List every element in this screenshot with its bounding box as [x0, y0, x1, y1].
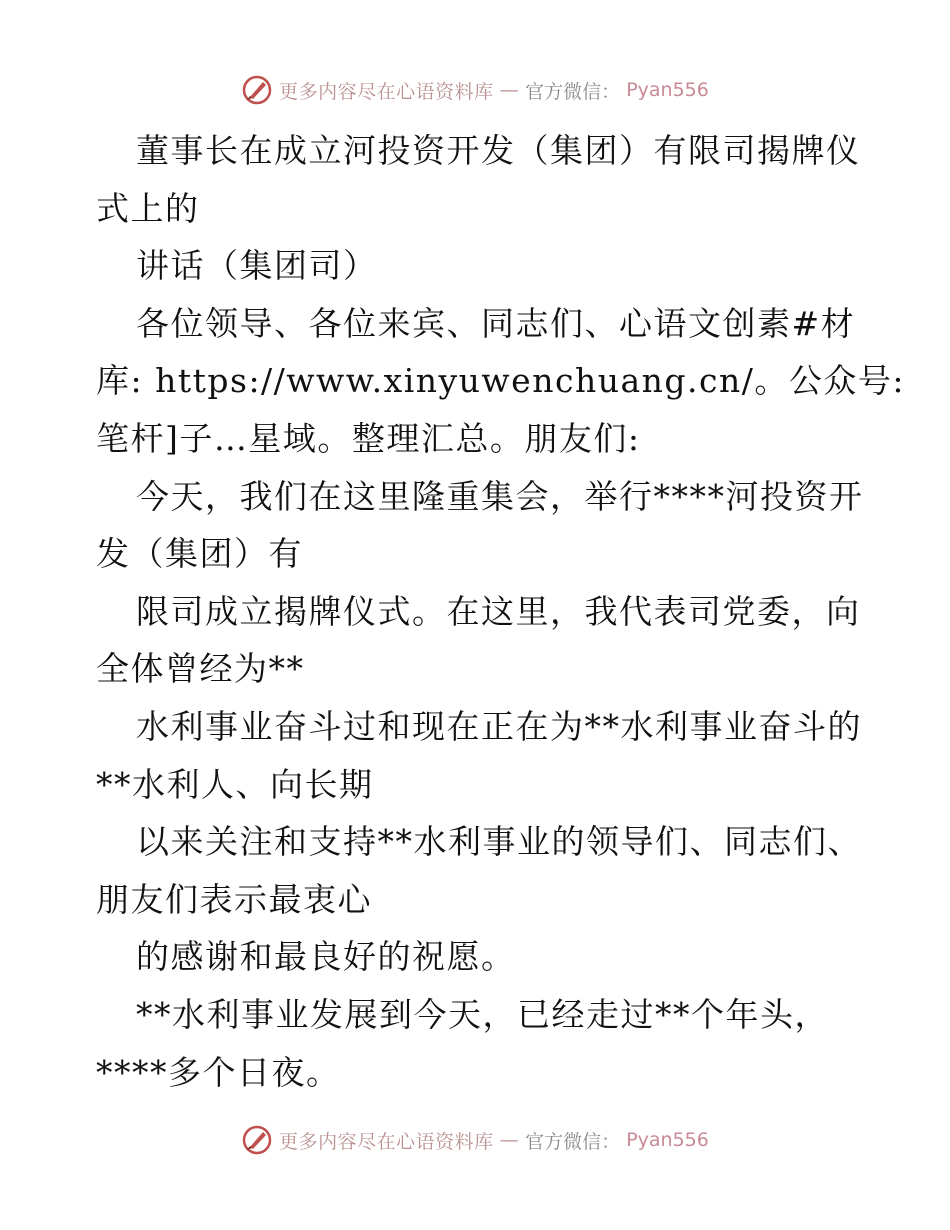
text-line: 的感谢和最良好的祝愿。: [136, 937, 516, 977]
footer-separator: —: [499, 1129, 520, 1151]
page-header-watermark: [0, 73, 950, 107]
text-line: 库: https://www.xinyuwenchuang.cn/。公众号:: [96, 361, 905, 401]
text-line: 讲话（集团司）: [136, 246, 378, 286]
text-line: 以来关注和支持**水利事业的领导们、同志们、: [136, 822, 862, 862]
text-line: **水利人、向长期: [96, 764, 374, 804]
text-line: 水利事业奋斗过和现在正在为**水利事业奋斗的: [136, 706, 862, 746]
page-footer-watermark: [0, 1123, 950, 1157]
header-separator: —: [499, 79, 520, 101]
text-line: 笔杆]子…星域。整理汇总。朋友们:: [96, 418, 641, 458]
text-line: 限司成立揭牌仪式。在这里，我代表司党委，向: [136, 591, 861, 631]
footer-wechat-label: 官方微信：: [525, 1130, 621, 1153]
text-line: 朋友们表示最衷心: [96, 879, 372, 919]
header-brand-text: 更多内容尽在心语资料库: [279, 80, 494, 103]
text-line: 式上的: [96, 188, 200, 228]
header-wechat-id: Pyan556: [626, 79, 709, 101]
text-line: 各位领导、各位来宾、同志们、心语文创素#材: [136, 303, 856, 343]
text-line: 董事长在成立河投资开发（集团）有限司揭牌仪: [136, 131, 861, 170]
footer-wechat-id: Pyan556: [626, 1129, 709, 1151]
quill-pen-logo-icon: [241, 74, 273, 106]
quill-pen-logo-icon: [241, 1124, 273, 1156]
text-line: 发（集团）有: [96, 534, 303, 574]
text-line: 今天，我们在这里隆重集会，举行****河投资开: [136, 476, 864, 516]
document-body: [96, 122, 905, 1101]
text-line: 全体曾经为**: [96, 649, 305, 689]
header-wechat-label: 官方微信：: [525, 80, 621, 103]
text-line: **水利事业发展到今天，已经走过**个年头，: [136, 994, 829, 1034]
text-line: ****多个日夜。: [96, 1052, 341, 1092]
footer-brand-text: 更多内容尽在心语资料库: [279, 1130, 494, 1153]
